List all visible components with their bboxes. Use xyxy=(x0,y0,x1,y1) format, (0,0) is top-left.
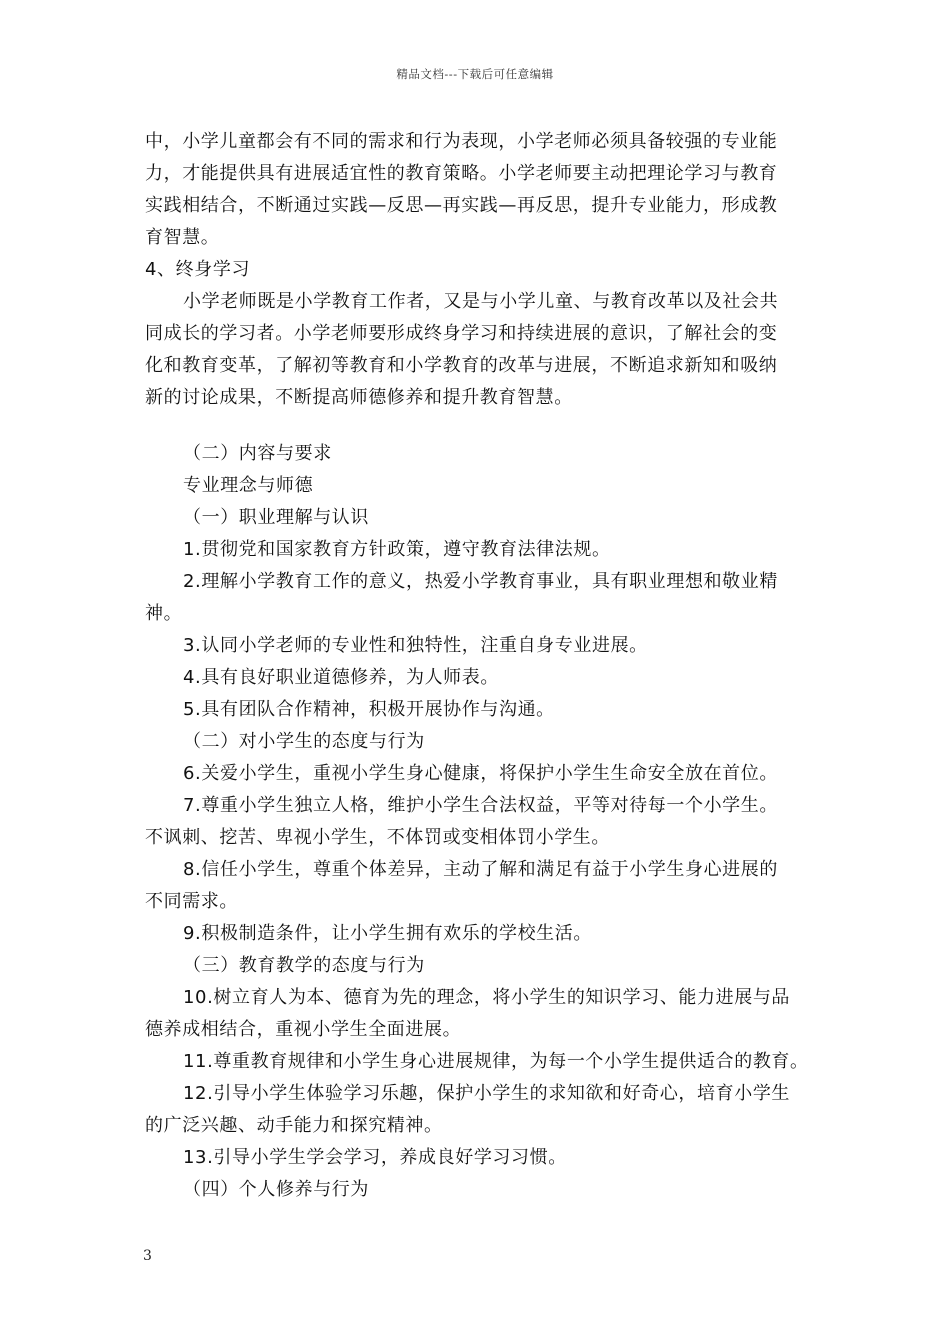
page-number: 3 xyxy=(143,1248,152,1264)
list-item: 5.具有团队合作精神，积极开展协作与沟通。 xyxy=(183,699,555,720)
section-subtitle: 专业理念与师德 xyxy=(183,475,314,496)
list-item: 2.理解小学教育工作的意义，热爱小学教育事业，具有职业理想和敬业精 xyxy=(183,571,778,592)
list-item: 3.认同小学老师的专业性和独特性，注重自身专业进展。 xyxy=(183,635,648,656)
paragraph-line: 化和教育变革，了解初等教育和小学教育的改革与进展，不断追求新知和吸纳 xyxy=(145,355,778,376)
list-item-continuation: 的广泛兴趣、动手能力和探究精神。 xyxy=(145,1115,443,1136)
list-item: 9.积极制造条件，让小学生拥有欢乐的学校生活。 xyxy=(183,923,592,944)
paragraph-line: 中，小学儿童都会有不同的需求和行为表现，小学老师必须具备较强的专业能 xyxy=(145,131,778,152)
page-header: 精品文档---下载后可任意编辑 xyxy=(396,67,554,81)
list-item-continuation: 神。 xyxy=(145,603,183,624)
paragraph-line: 实践相结合，不断通过实践—反思—再实践—再反思，提升专业能力，形成教 xyxy=(145,195,778,216)
list-item: 1.贯彻党和国家教育方针政策，遵守教育法律法规。 xyxy=(183,539,611,560)
list-item: 11.尊重教育规律和小学生身心进展规律，为每一个小学生提供适合的教育。 xyxy=(183,1051,809,1072)
subsection-heading: （二）对小学生的态度与行为 xyxy=(183,731,425,752)
document-body xyxy=(145,126,817,1206)
list-item: 12.引导小学生体验学习乐趣，保护小学生的求知欲和好奇心，培育小学生 xyxy=(183,1083,791,1104)
list-item: 6.关爱小学生，重视小学生身心健康，将保护小学生生命安全放在首位。 xyxy=(183,763,778,784)
blank-gap xyxy=(145,414,817,438)
list-item: 4.具有良好职业道德修养，为人师表。 xyxy=(183,667,499,688)
list-item: 13.引导小学生学会学习，养成良好学习习惯。 xyxy=(183,1147,567,1168)
paragraph-line: 同成长的学习者。小学老师要形成终身学习和持续进展的意识，了解社会的变 xyxy=(145,323,778,344)
list-item: 8.信任小学生，尊重个体差异，主动了解和满足有益于小学生身心进展的 xyxy=(183,859,778,880)
list-item-continuation: 德养成相结合，重视小学生全面进展。 xyxy=(145,1019,462,1040)
subsection-heading: （三）教育教学的态度与行为 xyxy=(183,955,425,976)
paragraph-line: 育智慧。 xyxy=(145,227,220,248)
paragraph-line: 新的讨论成果，不断提高师德修养和提升教育智慧。 xyxy=(145,387,573,408)
section-heading-lifelong-learning: 4、终身学习 xyxy=(145,259,251,280)
paragraph-line: 力，才能提供具有进展适宜性的教育策略。小学老师要主动把理论学习与教育 xyxy=(145,163,778,184)
list-item: 7.尊重小学生独立人格，维护小学生合法权益，平等对待每一个小学生。 xyxy=(183,795,778,816)
section-title: （二）内容与要求 xyxy=(183,443,332,464)
list-item-continuation: 不同需求。 xyxy=(145,891,238,912)
subsection-heading: （一）职业理解与认识 xyxy=(183,507,369,528)
subsection-heading: （四）个人修养与行为 xyxy=(183,1179,369,1200)
list-item-continuation: 不讽刺、挖苦、卑视小学生，不体罚或变相体罚小学生。 xyxy=(145,827,610,848)
paragraph-line: 小学老师既是小学教育工作者，又是与小学儿童、与教育改革以及社会共 xyxy=(183,291,779,312)
list-item: 10.树立育人为本、德育为先的理念，将小学生的知识学习、能力进展与品 xyxy=(183,987,791,1008)
